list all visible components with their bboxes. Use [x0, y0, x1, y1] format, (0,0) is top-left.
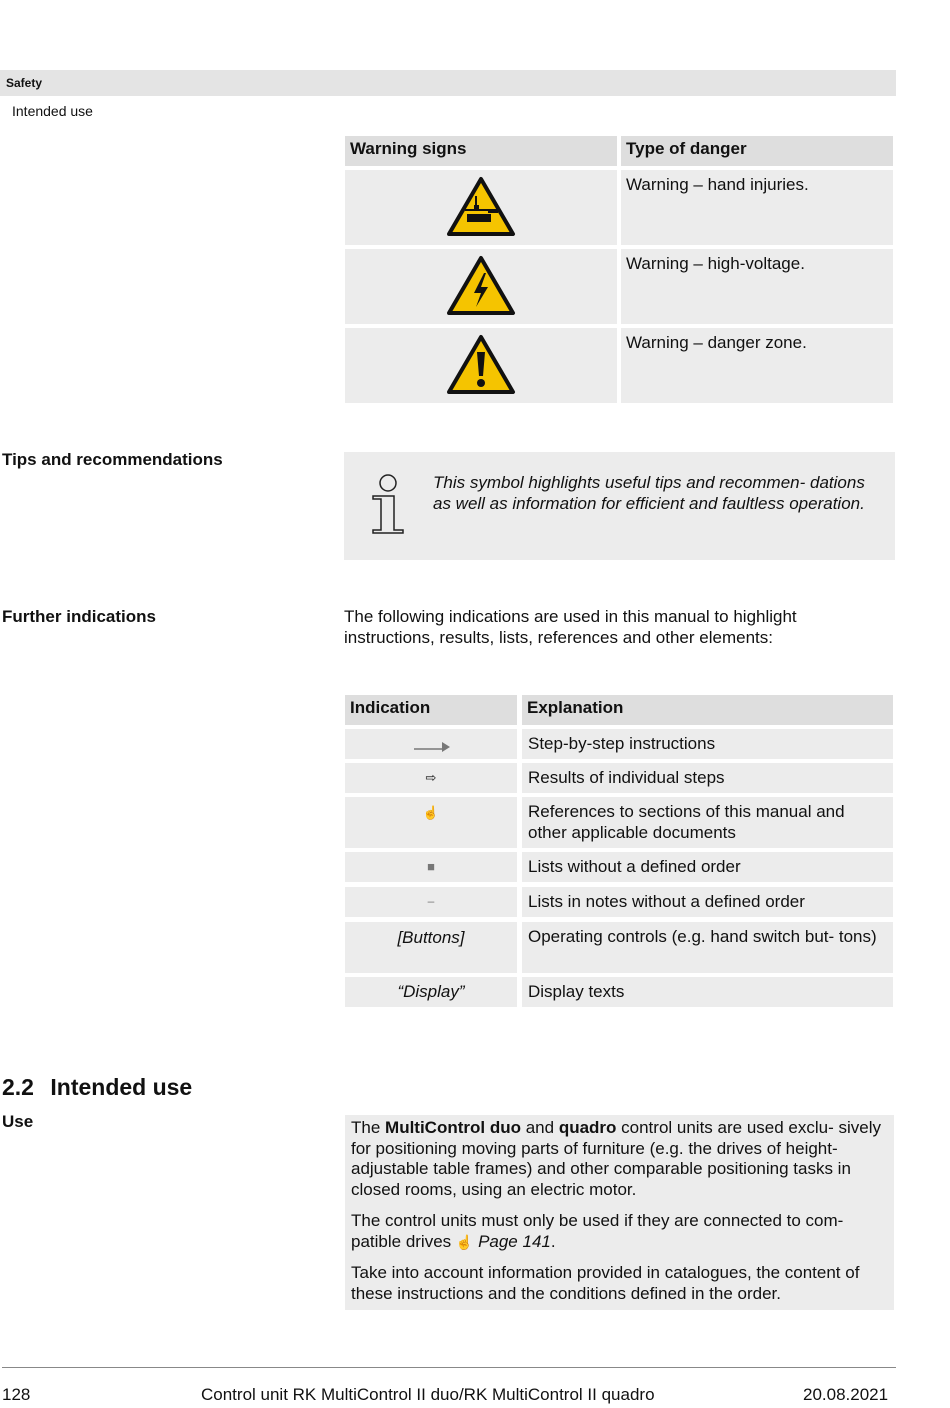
explanation-cell: Display texts [522, 977, 893, 1007]
section-title: Safety [6, 76, 43, 90]
text-run: . [550, 1231, 556, 1251]
dash-bullet-icon: – [345, 887, 517, 917]
footer-divider [2, 1367, 896, 1368]
danger-text: Warning – high-voltage. [626, 254, 805, 273]
text-run: control units are used exclu- sively for positioning moving parts of furniture (e.g. the drives of height-adjustable table frames) and other comparable positioning tasks in closed rooms, using an electric motor. [351, 1118, 881, 1199]
explanation-cell: Step-by-step instructions [522, 729, 893, 759]
explanation-cell: Results of individual steps [522, 763, 893, 793]
warning-table-header-signs: Warning signs [345, 136, 617, 166]
indication-cell [345, 729, 517, 759]
buttons-indication: [Buttons] [345, 922, 517, 973]
danger-cell [621, 170, 893, 245]
danger-cell [621, 249, 893, 324]
section-number: 2.2 [2, 1074, 34, 1100]
warning-sign-cell [345, 170, 617, 245]
text-run: and [521, 1118, 559, 1137]
step-arrow-icon [413, 739, 453, 753]
use-paragraph-1 [351, 1118, 891, 1200]
hand-injury-warning-icon [446, 176, 516, 238]
section-heading-title: Intended use [50, 1074, 193, 1100]
explanation-cell: Operating controls (e.g. hand switch but- tons) [522, 922, 893, 973]
section-heading [2, 1074, 192, 1101]
high-voltage-warning-icon [446, 255, 516, 317]
danger-text: Warning – danger zone. [626, 333, 807, 352]
warning-sign-cell [345, 328, 617, 403]
explanation-cell: Lists without a defined order [522, 852, 893, 882]
warning-sign-cell [345, 249, 617, 324]
page-reference[interactable]: Page 141 [478, 1231, 551, 1251]
further-intro: The following indications are used in this manual to highlight instructions, results, lists, references and other elements: [344, 607, 797, 647]
indication-header: Indication [345, 695, 517, 725]
danger-text: Warning – hand injuries. [626, 175, 809, 194]
danger-zone-warning-icon [446, 334, 516, 396]
use-paragraph-3: Take into account information provided in catalogues, the content of these instructions and the conditions defined in the order. [351, 1263, 860, 1303]
display-indication: “Display” [345, 977, 517, 1007]
reference-hand-icon: ☝ [455, 1233, 474, 1250]
header-bar [0, 70, 896, 96]
square-bullet-icon: ■ [345, 852, 517, 882]
warning-table-header-danger: Type of danger [621, 136, 893, 166]
page-number: 128 [2, 1385, 31, 1404]
explanation-cell: References to sections of this manual and other applicable documents [522, 797, 893, 848]
result-arrow-icon: ⇨ [345, 763, 517, 793]
subsection-title: Intended use [12, 103, 93, 119]
use-paragraph-2 [351, 1211, 891, 1252]
further-heading: Further indications [2, 607, 156, 626]
danger-cell [621, 328, 893, 403]
product-name: MultiControl duo [385, 1118, 521, 1137]
footer-date: 20.08.2021 [803, 1385, 889, 1404]
product-name: quadro [558, 1118, 617, 1137]
explanation-cell: Lists in notes without a defined order [522, 887, 893, 917]
text-run: The [351, 1118, 386, 1137]
tip-text: This symbol highlights useful tips and recommen- dations as well as information for efficient and faultless operation. [433, 473, 865, 513]
info-icon [369, 473, 409, 535]
text-run: The control units must only be used if they are connected to com- patible drives [351, 1211, 844, 1251]
tips-heading: Tips and recommendations [2, 450, 223, 469]
footer-title: Control unit RK MultiControl II duo/RK MultiControl II quadro [201, 1385, 655, 1404]
use-heading: Use [2, 1112, 34, 1131]
explanation-header: Explanation [522, 695, 893, 725]
reference-hand-icon: ☝ [345, 797, 517, 848]
